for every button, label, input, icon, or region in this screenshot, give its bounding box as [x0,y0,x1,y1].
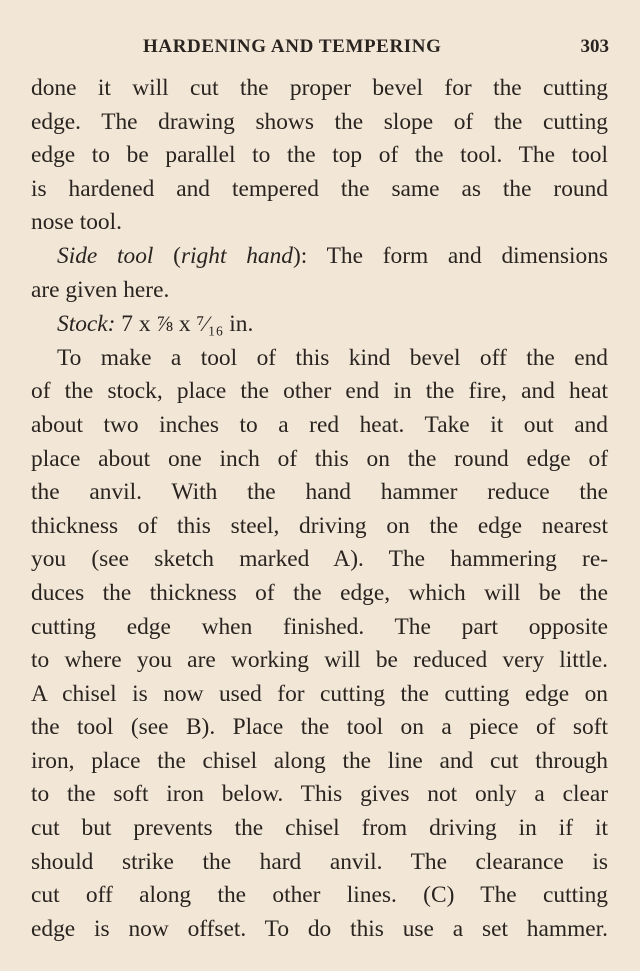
text-line: done it will cut the proper bevel for the cutting [31,75,608,101]
side-tool-open-paren: ( [153,242,181,269]
page-header [0,36,640,62]
stock-unit: in. [223,311,254,338]
text-line: iron, place the chisel along the line and cut through [31,747,608,774]
text-line: cut off along the other lines. (C) The cutting [31,882,608,909]
text-line: To make a tool of this kind bevel off the end [57,344,608,371]
side-tool-term: Side tool [57,242,154,269]
text-line: thickness of this steel, driving on the edge nearest [31,512,608,539]
text-line: edge is now offset. To do this use a set hammer. [31,915,608,942]
side-tool-heading-line [31,240,608,274]
stock-dims-b: x [173,311,197,338]
page-number: 303 [580,36,609,57]
stock-fraction-2: ⁷⁄₁₆ [196,311,224,337]
text-line: edge to be parallel to the top of the tool. The tool [31,142,608,169]
running-title: HARDENING AND TEMPERING [143,36,442,57]
text-line: are given here. [31,276,170,303]
side-tool-close-paren: ): [292,242,308,269]
text-line: cutting edge when finished. The part opposite [31,613,608,640]
stock-dims-a: 7 x [115,311,157,338]
text-line: should strike the hard anvil. The clearance is [31,848,608,875]
text-line: the tool (see B). Place the tool on a piece of soft [31,714,608,741]
text-line: to where you are working will be reduced very little. [31,647,608,674]
text-line: place about one inch of this on the round edge of [31,445,608,472]
body-text [31,72,608,946]
stock-line [31,307,608,342]
stock-label: Stock: [57,311,116,338]
text-line: A chisel is now used for cutting the cutting edge on [31,680,608,707]
side-tool-text: The form and dimensions [307,242,609,269]
paragraph-side-tool [31,240,608,307]
text-line: the anvil. With the hand hammer reduce the [31,479,608,506]
paragraph-instructions [31,342,608,947]
text-line: nose tool. [31,209,122,236]
text-line: of the stock, place the other end in the fire, and heat [31,378,608,405]
text-line: about two inches to a red heat. Take it out and [31,411,608,438]
paragraph-stock [31,307,608,342]
text-line: edge. The drawing shows the slope of the cutting [31,108,608,135]
text-line: cut but prevents the chisel from driving in if it [31,815,608,842]
text-line: you (see sketch marked A). The hammering re- [31,546,608,573]
paragraph-bevel [31,72,608,240]
text-line: is hardened and tempered the same as the round [31,175,608,202]
text-line: duces the thickness of the edge, which will be the [31,579,608,606]
side-tool-qualifier: right hand [180,242,293,269]
stock-fraction-1: ⅞ [156,311,174,337]
text-line: to the soft iron below. This gives not only a clear [31,781,608,808]
